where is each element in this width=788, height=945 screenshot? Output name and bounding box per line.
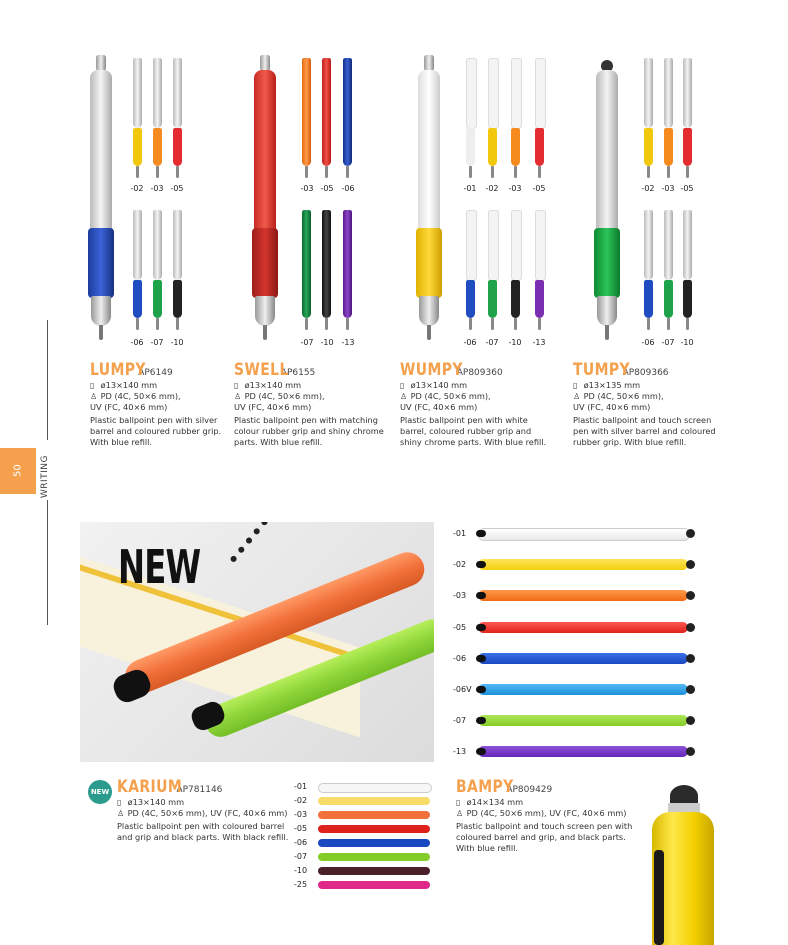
product-description: Plastic ballpoint pen with matching colour rubber grip and shiny chrome parts. With blue refill. (234, 415, 384, 447)
product-description: Plastic ballpoint pen with silver barrel and coloured rubber grip. With blue refill. (90, 415, 222, 447)
product-size: ø13×140 mm (127, 797, 185, 807)
variant-code: -03 (453, 591, 467, 600)
variant-code: -02 (453, 560, 467, 569)
size-icon: ▯ (400, 381, 405, 390)
product-print-2: UV (FC, 40×6 mm) (573, 402, 651, 412)
variant-code: -07 (150, 338, 164, 347)
size-icon: ▯ (117, 798, 122, 807)
product-name: BAMPY (456, 777, 514, 797)
product-print: PD (4C, 50×6 mm), (100, 391, 181, 401)
variant-code: -10 (508, 338, 522, 347)
variant-code: -07 (661, 338, 675, 347)
variant-code: -02 (294, 796, 308, 805)
variant-code: -01 (294, 782, 308, 791)
variant-code: -13 (453, 747, 467, 756)
product-name: KARIUM (117, 777, 183, 797)
product-print: PD (4C, 50×6 mm), UV (FC, 40×6 mm) (127, 808, 288, 818)
section-label: WRITING (40, 455, 50, 499)
variant-code: -10 (320, 338, 334, 347)
product-swell (234, 360, 384, 448)
product-name: WUMPY (400, 360, 463, 380)
variant-code: -06 (463, 338, 477, 347)
variant-code: -25 (294, 880, 308, 889)
variant-code: -05 (453, 623, 467, 632)
product-print: PD (4C, 50×6 mm), UV (FC, 40×6 mm) (466, 808, 627, 818)
product-print: PD (4C, 50×6 mm), (244, 391, 325, 401)
variant-code: -03 (294, 810, 308, 819)
variant-code: -05 (170, 184, 184, 193)
variant-code: -13 (341, 338, 355, 347)
print-icon: ♙ (400, 392, 408, 401)
variant-code: -02 (641, 184, 655, 193)
side-divider-bottom (47, 500, 48, 625)
variant-code: -10 (170, 338, 184, 347)
product-print-2: UV (FC, 40×6 mm) (234, 402, 312, 412)
print-icon: ♙ (117, 809, 125, 818)
variant-code: -01 (453, 529, 467, 538)
size-icon: ▯ (573, 381, 578, 390)
variant-code: -05 (294, 824, 308, 833)
product-bampy (456, 777, 641, 854)
variant-code: -05 (320, 184, 334, 193)
print-icon: ♙ (456, 809, 464, 818)
print-icon: ♙ (90, 392, 98, 401)
variant-code: -01 (463, 184, 477, 193)
variant-code: -03 (150, 184, 164, 193)
variant-code: -06 (641, 338, 655, 347)
variant-code: -06 (130, 338, 144, 347)
page-number: 50 (12, 464, 24, 478)
product-code: AP809360 (456, 368, 503, 378)
variant-code: -05 (532, 184, 546, 193)
variant-code: -02 (485, 184, 499, 193)
variant-code: -06V (453, 685, 472, 694)
variant-code: -10 (294, 866, 308, 875)
variant-code: -06 (294, 838, 308, 847)
product-description: Plastic ballpoint and touch screen pen with coloured barrel and grip, and black parts. With blue refill. (456, 821, 633, 853)
product-size: ø14×134 mm (466, 797, 524, 807)
variant-code: -07 (294, 852, 308, 861)
product-name: SWELL (234, 360, 289, 380)
new-badge: NEW (88, 780, 112, 804)
variant-code: -06 (341, 184, 355, 193)
product-size: ø13×140 mm (410, 380, 468, 390)
variant-code: -05 (680, 184, 694, 193)
side-divider-top (47, 320, 48, 440)
product-print: PD (4C, 50×6 mm), (583, 391, 664, 401)
variant-code: -10 (680, 338, 694, 347)
product-code: AP6155 (280, 368, 316, 378)
size-icon: ▯ (456, 798, 461, 807)
product-print: PD (4C, 50×6 mm), (410, 391, 491, 401)
size-icon: ▯ (90, 381, 95, 390)
print-icon: ♙ (573, 392, 581, 401)
variant-code: -02 (130, 184, 144, 193)
variant-code: -07 (485, 338, 499, 347)
photo-headline: NEW (118, 540, 201, 594)
product-size: ø13×135 mm (583, 380, 641, 390)
variant-code: -03 (300, 184, 314, 193)
product-code: AP6149 (138, 368, 173, 378)
product-lumpy (90, 360, 240, 448)
product-code: AP809429 (506, 785, 553, 795)
product-tumpy (573, 360, 723, 448)
variant-code: -13 (532, 338, 546, 347)
variant-code: -03 (661, 184, 675, 193)
variant-code: -03 (508, 184, 522, 193)
product-print-2: UV (FC, 40×6 mm) (400, 402, 478, 412)
product-name: TUMPY (573, 360, 631, 380)
product-wumpy (400, 360, 550, 448)
product-size: ø13×140 mm (244, 380, 302, 390)
variant-code: -07 (453, 716, 467, 725)
variant-code: -06 (453, 654, 467, 663)
product-name: LUMPY (90, 360, 146, 380)
product-karium (117, 777, 292, 843)
product-print-2: UV (FC, 40×6 mm) (90, 402, 168, 412)
variant-code: -07 (300, 338, 314, 347)
product-size: ø13×140 mm (100, 380, 158, 390)
product-description: Plastic ballpoint pen with coloured barrel and grip and black parts. With black refill. (117, 821, 289, 842)
product-code: AP809366 (622, 368, 669, 378)
product-code: AP781146 (176, 785, 223, 795)
size-icon: ▯ (234, 381, 239, 390)
print-icon: ♙ (234, 392, 242, 401)
product-description: Plastic ballpoint pen with white barrel, coloured rubber grip and shiny chrome parts. With blue refill. (400, 415, 547, 447)
product-description: Plastic ballpoint and touch screen pen with silver barrel and coloured rubber grip. With blue refill. (573, 415, 716, 447)
